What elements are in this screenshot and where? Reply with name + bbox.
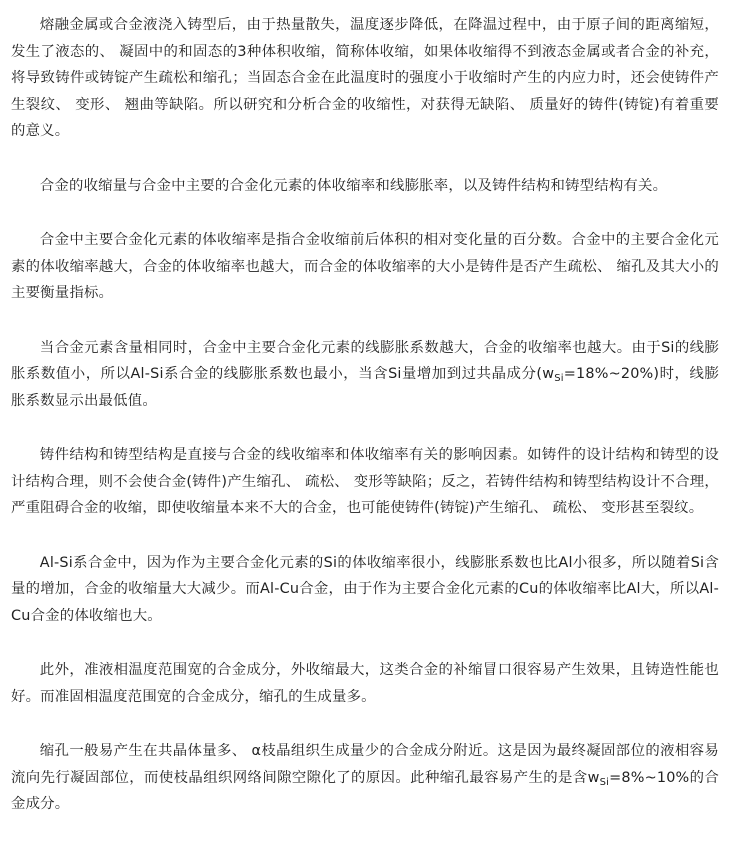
- si-subscript: Si: [554, 373, 564, 384]
- paragraph-shrinkage-cavity-text-b: =8%~10%的合金成分。: [11, 769, 719, 812]
- paragraph-shrinkage-cavity: [11, 738, 719, 818]
- paragraph-al-si-al-cu: Al-Si系合金中，因为作为主要合金化元素的Si的体收缩率很小，线膨胀系数也比Al小很多，所以随着Si含量的增加，合金的收缩量大大减少。而Al-Cu合金，由于作为主要合金化元素的Cu的体收缩率比Al大，所以Al-Cu合金的体收缩也大。: [11, 554, 719, 624]
- document-body: [11, 12, 719, 818]
- paragraph-shrinkage-factors: 合金的收缩量与合金中主要的合金化元素的体收缩率和线膨胀率，以及铸件结构和铸型结构有关。: [39, 177, 668, 194]
- paragraph-temperature-range: 此外，准液相温度范围宽的合金成分，外收缩最大，这类合金的补缩冒口很容易产生效果，且铸造性能也好。而准固相温度范围宽的合金成分，缩孔的生成量多。: [11, 662, 719, 705]
- paragraph-linear-expansion-text-b: =18%~20%)时，线膨胀系数显示出最低值。: [11, 366, 719, 409]
- paragraph-shrinkage-intro: 熔融金属或合金液浇入铸型后，由于热量散失，温度逐步降低，在降温过程中，由于原子间的距离缩短，发生了液态的、 凝固中的和固态的3种体积收缩，简称体收缩，如果体收缩得不到液态金属或者合金的补充，将导致铸件或铸锭产生疏松和缩孔；当固态合金在此温度时的强度小于收缩时产生的内应力时，还会使铸件产生裂纹、 变形、 翘曲等缺陷。所以研究和分析合金的收缩性，对获得无缺陷、 质量好的铸件(铸锭)有着重要的意义。: [11, 17, 719, 139]
- paragraph-linear-expansion-text-a: 当合金元素含量相同时，合金中主要合金化元素的线膨胀系数越大，合金的收缩率也越大。由于Si的线膨胀系数值小，所以Al-Si系合金的线膨胀系数也最小，当含Si量增加到过共晶成分(w: [11, 339, 719, 382]
- paragraph-linear-expansion: [11, 335, 719, 415]
- si-subscript: Si: [599, 776, 610, 788]
- paragraph-shrinkage-cavity-text-a: 缩孔一般易产生在共晶体量多、 α枝晶组织生成量少的合金成分附近。这是因为最终凝固部位的液相容易流向先行凝固部位，而使枝晶组织网络间隙空隙化了的原因。此种缩孔最容易产生的是含w: [11, 743, 719, 786]
- paragraph-casting-structure: 铸件结构和铸型结构是直接与合金的线收缩率和体收缩率有关的影响因素。如铸件的设计结构和铸型的设计结构合理，则不会使合金(铸件)产生缩孔、 疏松、 变形等缺陷；反之，若铸件结构和铸型结构设计不合理，严重阻碍合金的收缩，即使收缩量本来不大的合金，也可能使铸件(铸锭)产生缩孔、 疏松、 变形甚至裂纹。: [11, 447, 719, 516]
- paragraph-volume-shrinkage-rate: 合金中主要合金化元素的体收缩率是指合金收缩前后体积的相对变化量的百分数。合金中的主要合金化元素的体收缩率越大，合金的体收缩率也越大，而合金的体收缩率的大小是铸件是否产生疏松、 缩孔及其大小的主要衡量指标。: [11, 232, 719, 301]
